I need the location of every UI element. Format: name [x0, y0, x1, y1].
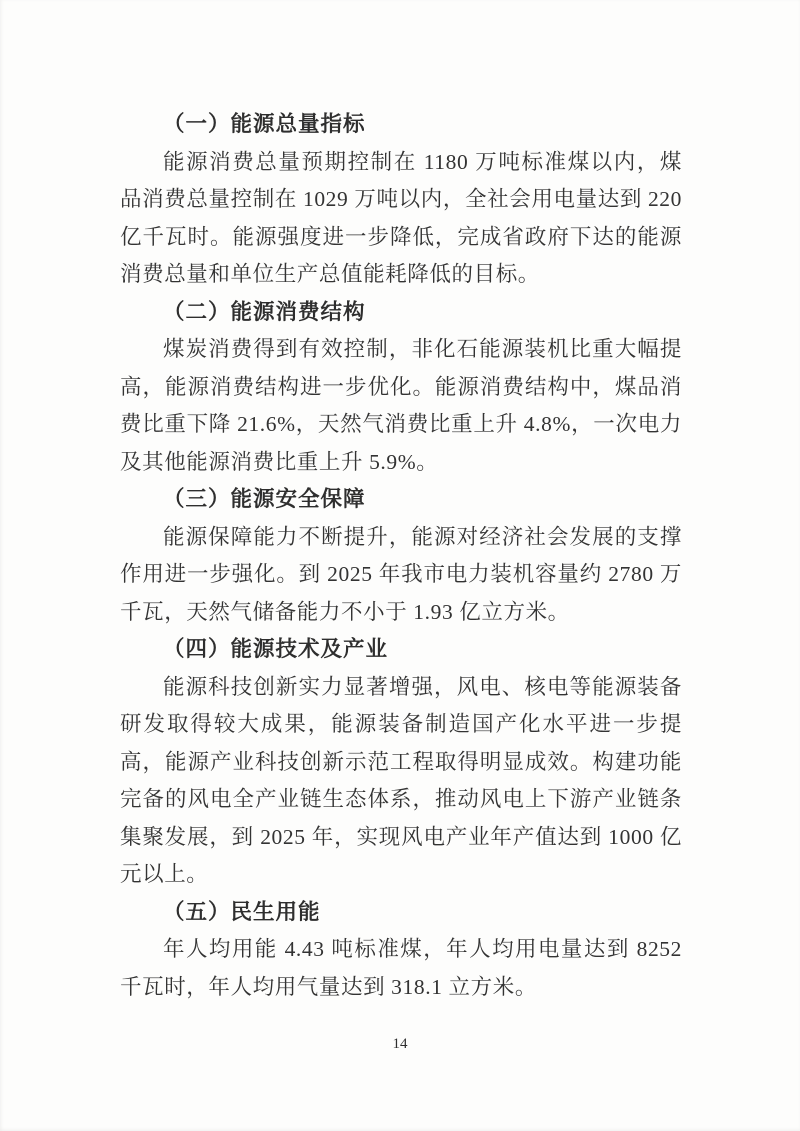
- section-body: 年人均用能 4.43 吨标准煤，年人均用电量达到 8252 千瓦时，年人均用气量达到 318.1 立方米。: [120, 937, 682, 999]
- section-body: 能源科技创新实力显著增强，风电、核电等能源装备研发取得较大成果，能源装备制造国产化水平进一步提高，能源产业科技创新示范工程取得明显成效。构建功能完备的风电全产业链生态体系，推动风电上下游产业链条集聚发展，到 2025 年，实现风电产业年产值达到 1000 亿元以上。: [120, 674, 682, 886]
- section-energy-consumption-structure: [120, 294, 682, 482]
- section-energy-technology-industry: [120, 631, 682, 894]
- section-energy-security: [120, 481, 682, 631]
- section-energy-total-indicators: [120, 106, 682, 294]
- document-content: [120, 106, 682, 1006]
- section-body: 能源保障能力不断提升，能源对经济社会发展的支撑作用进一步强化。到 2025 年我市电力装机容量约 2780 万千瓦，天然气储备能力不小于 1.93 亿立方米。: [120, 524, 682, 624]
- section-heading: （五）民生用能: [163, 899, 321, 924]
- section-heading: （一）能源总量指标: [163, 112, 366, 136]
- page-number: 14: [392, 1036, 408, 1052]
- section-livelihood-energy-use: [120, 894, 682, 1007]
- section-heading: （四）能源技术及产业: [163, 637, 389, 661]
- section-body: 煤炭消费得到有效控制，非化石能源装机比重大幅提高，能源消费结构进一步优化。能源消费结构中，煤品消费比重下降 21.6%，天然气消费比重上升 4.8%，一次电力及其他能源消费比重上升 5.9%。: [120, 337, 682, 474]
- section-heading: （二）能源消费结构: [163, 299, 366, 324]
- section-body: 能源消费总量预期控制在 1180 万吨标准煤以内，煤品消费总量控制在 1029 万吨以内，全社会用电量达到 220 亿千瓦时。能源强度进一步降低，完成省政府下达的能源消费总量和单位生产总值能耗降低的目标。: [120, 149, 682, 286]
- section-heading: （三）能源安全保障: [163, 487, 366, 511]
